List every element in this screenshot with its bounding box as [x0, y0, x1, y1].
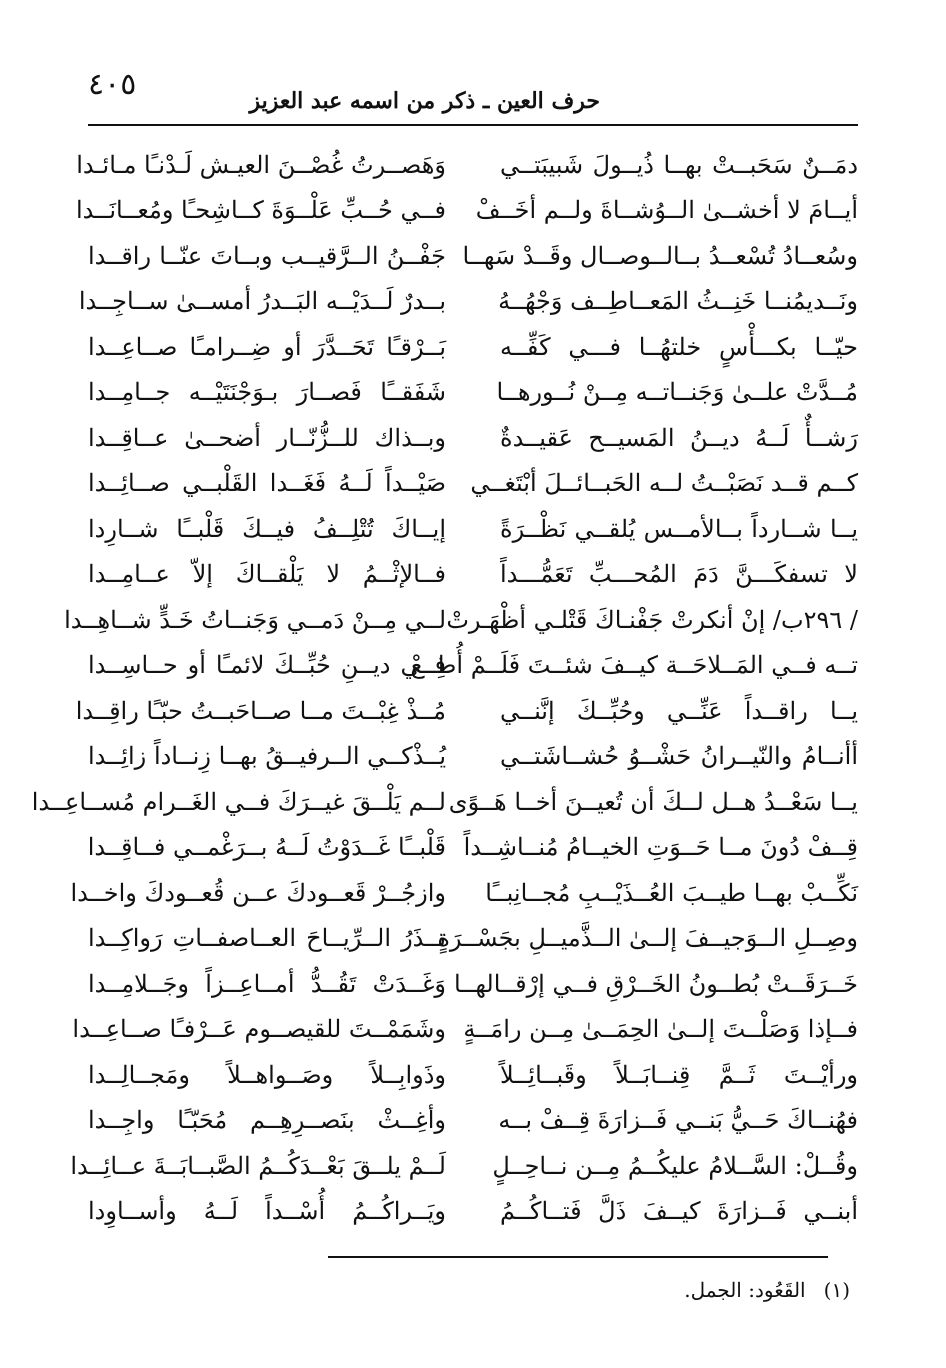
- verse-first-hemistich: يــا راقــداً عَنِّــي وحُبِّــكَ إنَّنــي: [500, 696, 858, 725]
- verse-second-hemistich: لــم يَلْــقَ غيــرَكَ فــي الغَــرام مُســاعِــدا: [31, 787, 446, 816]
- verse-second-hemistich: صَيْــداً لَــهُ فَغَــدا القَلْبــي صــائِــدا: [88, 469, 446, 498]
- verse-line: [72, 1007, 858, 1053]
- verse-second-hemistich: بَــرْقـًا تَحَــدَّرَ أو ضِــرامـًا صــاعِــدا: [88, 332, 446, 361]
- verse-line: [88, 233, 858, 279]
- verse-second-hemistich: جَفْــنُ الــرَّقيــب وبــاتَ عنّــا راقــدا: [88, 241, 446, 270]
- verse-first-hemistich: حيّــا بكـــأْسٍ خلتهُــا فـــي كَفِّــه: [500, 332, 858, 361]
- verse-second-hemistich: قَلْبــًا غَــدَوْتُ لَــهُ بــرَغْمــي فــاقِــدا: [87, 833, 446, 862]
- verse-second-hemistich: بــدرٌ لَــدَيْــه البَــدرُ أمســىٰ ســاجِــدا: [78, 287, 446, 316]
- verse-first-hemistich: رَشــأٌ لَــهُ ديــنُ المَسيــح عَقيــدةٌ: [500, 423, 858, 452]
- verse-first-hemistich: دمَــنٌ سَحَبــتْ بهــا ذُيــولَ شَبيبَتــي: [500, 150, 858, 179]
- verse-line: [64, 597, 858, 643]
- verse-second-hemistich: وَغَــدَتْ تَقُــدُّ أمــاعِــزاً وجَــلامِــدا: [88, 969, 446, 998]
- running-head: حرف العين ـ ذكر من اسمه عبد العزيز: [249, 88, 600, 114]
- verse-second-hemistich: إيــاكَ تُتْلِــفُ فيــكَ قَلْبــًا شــارِدا: [88, 514, 446, 543]
- verse-second-hemistich: وبــذاك للــزُّنّــار أضحــىٰ عــاقِــدا: [88, 423, 446, 452]
- verse-line: [76, 188, 858, 234]
- verse-line: [88, 1189, 858, 1235]
- verse-first-hemistich: فــإذا وَصَلْــتَ إلــىٰ الحِمَــىٰ مِــن رامَــةٍ: [463, 1015, 858, 1044]
- footnote: [684, 1278, 850, 1302]
- verse-line: [78, 279, 858, 325]
- verse-first-hemistich: لا تسفكَـــنَّ دَمَ المُحـــبِّ تَعَمُّـــداً: [500, 560, 858, 589]
- verse-second-hemistich: تــذَرُ الــرِّيــاحَ العــاصفــاتِ رَواكِــدا: [88, 924, 446, 953]
- verse-second-hemistich: لَــمْ يلــقَ بَعْــدَكُــمُ الصَّبــابَــةَ عــائِــدا: [70, 1151, 446, 1180]
- verse-first-hemistich: وصِــلِ الــوَجيــفَ إلــىٰ الــذَّميــلِ بجَسْــرَةٍ: [437, 924, 858, 953]
- verse-first-hemistich: أأنــامُ والنّيــرانُ حَشْــوُ حُشــاشَتــي: [500, 742, 858, 771]
- verse-first-hemistich: أيــامَ لا أخشــىٰ الــوُشــاةَ ولــم أخَــفْ: [475, 196, 858, 225]
- verse-second-hemistich: مُــذْ غِبْــتَ مــا صــاحَبــتُ حبّـًا راقِــدا: [75, 696, 446, 725]
- verse-first-hemistich: نَكِّــبْ بهــا طيــبَ العُــذَيْــبِ مُجــانِبــًا: [485, 878, 858, 907]
- header-divider: [88, 124, 858, 126]
- verse-second-hemistich: فــي ديــنِ حُبِّــكَ لائمـًا أو حــاسِــدا: [88, 651, 446, 680]
- footnote-text: القَعُود: الجمل.: [684, 1278, 806, 1302]
- verse-first-hemistich: فهُنــاكَ حَــيُّ بَنــي فَــزارَةَ قِــفْ بــه: [498, 1106, 858, 1135]
- verse-second-hemistich: وأغِــثْ بنَصــرِهِــم مُحَبّـًا واجِــدا: [88, 1106, 446, 1135]
- verse-line: [88, 506, 858, 552]
- verse-second-hemistich: وشَمَمْــتَ للقيصــوم عَــرْفـًا صــاعِــدا: [72, 1015, 446, 1044]
- verse-second-hemistich: فــالإثْــمُ لا يَلْقــاكَ إلاّ عــامِــدا: [88, 560, 446, 589]
- verse-second-hemistich: وَهَصــرتُ غُصْــنَ العيـش لَـدْنـًا مـائـدا: [76, 150, 446, 179]
- verse-line: [88, 1098, 858, 1144]
- verse-line: [88, 961, 858, 1007]
- verse-second-hemistich: وذَوابِــلاً وصَــواهــلاً ومَجــالِــدا: [88, 1060, 446, 1089]
- verse-second-hemistich: ويَــراكُــمُ أُسْــداً لَــهُ وأســاوِدا: [88, 1197, 446, 1226]
- verse-line: [88, 461, 858, 507]
- verse-line: [88, 643, 858, 689]
- verse-line: [75, 688, 858, 734]
- verse-first-hemistich: قِــفْ دُونَ مــا حَــوَتِ الخيــامُ مُنــاشِــداً: [463, 833, 858, 862]
- verse-line: [88, 734, 858, 780]
- verse-first-hemistich: مُــدَّتْ علــىٰ وَجَنــاتــه مِــنْ نُــورهــا: [496, 378, 858, 407]
- verse-first-hemistich: يــا سَعْــدُ هــل لــكَ أن تُعيــنَ أخــا هَــوًى: [448, 787, 858, 816]
- verse-first-hemistich: ورأيْــتَ ثَــمَّ قِنــابَــلاً وقَبــائِــلاً: [500, 1060, 858, 1089]
- verse-line: [88, 370, 858, 416]
- verse-first-hemistich: كــم قــد نَصَبْــتُ لــه الحَبــائــلَ أبْتَغــي: [470, 469, 858, 498]
- verse-second-hemistich: شَفَقــًا فَصــارَ بـوَجْنَتَيْــه جــامِــدا: [88, 378, 446, 407]
- verse-line: [88, 916, 858, 962]
- page-number: ٤٠٥: [88, 67, 137, 102]
- verse-line: [76, 142, 858, 188]
- verse-first-hemistich: / ٢٩٦ب/ إنْ أنكرتْ جَفْنـاكَ قَتْلـي أظْهَـرتْ: [446, 605, 858, 634]
- verse-first-hemistich: يــا شــارداً بــالأمــس يُلقــي نَظْــرَةً: [500, 514, 858, 543]
- verse-second-hemistich: وازجُــرْ قَعــودكَ عــن قُعــودكَ واخــدا: [70, 878, 446, 907]
- verse-first-hemistich: أبنــي فَــزارَةَ كيــفَ ذَلَّ فَتــاكُــمُ: [500, 1197, 858, 1226]
- footnote-marker: (١): [823, 1278, 850, 1302]
- verse-first-hemistich: خَــرَقَــتْ بُطــونُ الخَــرْقِ فــي إرْقــالهــا: [453, 969, 858, 998]
- poem-body: [31, 142, 858, 1234]
- verse-line: [70, 1143, 858, 1189]
- verse-first-hemistich: وسُعــادُ تُسْعــدُ بــالــوصــال وقَــدْ سَهــا: [462, 241, 858, 270]
- verse-line: [88, 825, 858, 871]
- verse-line: [88, 415, 858, 461]
- verse-line: [31, 779, 858, 825]
- verse-first-hemistich: وقُــلْ: السَّــلامُ عليكُــمُ مِــن نــاحِــلٍ: [492, 1151, 858, 1180]
- verse-line: [88, 324, 858, 370]
- verse-second-hemistich: يُــذْكــي الــرفيــقُ بهــا زِنــاداً زائِــدا: [88, 742, 446, 771]
- verse-line: [88, 552, 858, 598]
- verse-second-hemistich: فــي حُــبِّ عَلْــوَةَ كــاشِحـًا ومُعــانَــدا: [76, 196, 446, 225]
- verse-line: [88, 1052, 858, 1098]
- verse-second-hemistich: لــي مِــنْ دَمــي وَجَنــاتُ خَـدٍّ شــاهِــدا: [64, 605, 446, 634]
- verse-first-hemistich: تــه فــي المَــلاحَــة كيــفَ شئــتَ فَلَــمْ أُطِــعْ: [410, 651, 858, 680]
- verse-line: [70, 870, 858, 916]
- verse-first-hemistich: ونَــديمُنــا خَنِــثُ المَعــاطِــف وَجْهُــهُ: [498, 287, 858, 316]
- footnote-divider: [328, 1256, 828, 1258]
